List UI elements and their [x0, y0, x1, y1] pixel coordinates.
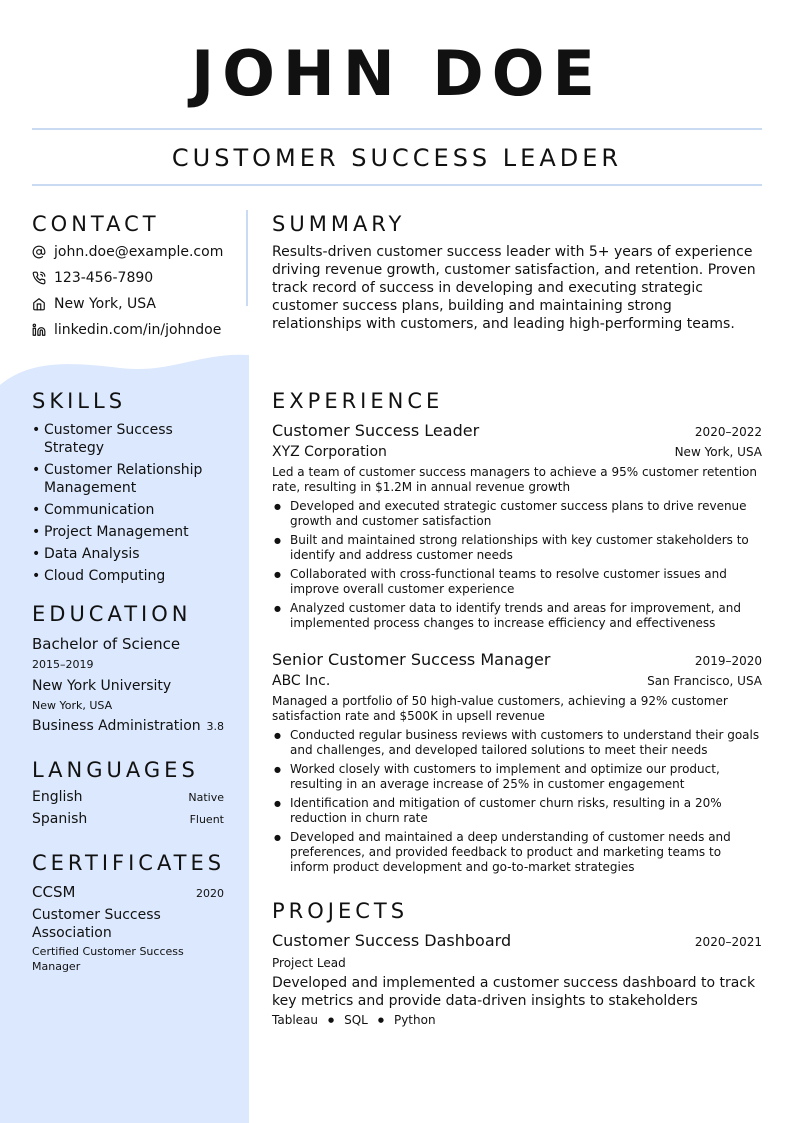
- job-bullets: [272, 499, 762, 631]
- project-dates: 2020–2021: [694, 935, 762, 949]
- skill-item: • Project Management: [32, 523, 232, 541]
- job-role: Senior Customer Success Manager: [272, 650, 551, 669]
- experience-heading: EXPERIENCE: [272, 389, 444, 413]
- project-tool: SQL: [344, 1013, 368, 1027]
- home-icon: [32, 297, 46, 311]
- project-entry: [272, 931, 762, 1027]
- project-header: [272, 931, 762, 950]
- job-description: Led a team of customer success managers to achieve a 95% customer retention rate, resulting in $1.2M in annual revenue growth: [272, 465, 758, 494]
- education-degree: Bachelor of Science: [32, 635, 181, 653]
- header-bottom-rule: [32, 184, 762, 186]
- project-role: Project Lead: [272, 956, 346, 970]
- certificate-issuer: Customer Success Association: [32, 907, 161, 941]
- certificate-year: 2020: [196, 887, 224, 900]
- job-location: San Francisco, USA: [647, 674, 762, 688]
- candidate-name: JOHN DOE: [191, 37, 603, 110]
- languages-heading: LANGUAGES: [32, 758, 199, 782]
- contact-phone[interactable]: [32, 267, 242, 289]
- education-gpa: 3.8: [206, 720, 224, 733]
- job-entry: [272, 421, 762, 635]
- education-years: 2015–2019: [32, 658, 94, 671]
- education-heading: EDUCATION: [32, 602, 192, 626]
- tool-separator-icon: ●: [328, 1016, 335, 1024]
- contact-email[interactable]: [32, 241, 242, 263]
- education-location: New York, USA: [32, 699, 113, 712]
- certificate-description: Certified Customer Success Manager: [32, 945, 184, 973]
- candidate-title: CUSTOMER SUCCESS LEADER: [171, 144, 623, 172]
- job-company-row: [272, 444, 762, 460]
- language-item: [32, 789, 224, 811]
- project-tool: Python: [393, 1013, 436, 1027]
- project-description: Developed and implemented a customer success dashboard to track key metrics and provide data-driven insights to stakeholders: [272, 975, 756, 1009]
- certificate-name: CCSM: [32, 883, 76, 901]
- contact-heading: CONTACT: [32, 212, 160, 236]
- summary-heading: SUMMARY: [272, 212, 406, 236]
- skill-item: • Cloud Computing: [32, 567, 232, 585]
- certificate-title-row: [32, 883, 224, 901]
- job-header: [272, 650, 762, 669]
- contact-location: [32, 293, 242, 315]
- job-location: New York, USA: [674, 445, 762, 459]
- education-field-row: [32, 718, 224, 734]
- job-bullet: ● Developed and executed strategic customer success plans to drive revenue growth and customer satisfaction: [272, 499, 762, 529]
- skill-item: • Communication: [32, 501, 232, 519]
- project-name: Customer Success Dashboard: [272, 931, 512, 950]
- contact-location-text: New York, USA: [54, 296, 156, 312]
- job-bullet: ● Identification and mitigation of customer churn risks, resulting in a 20% reduction in churn rate: [272, 796, 762, 826]
- skill-item: • Customer Relationship Management: [32, 461, 232, 497]
- language-name: English: [32, 789, 83, 805]
- job-role: Customer Success Leader: [272, 421, 480, 440]
- job-bullets: [272, 728, 762, 875]
- certificate-entry: [32, 883, 224, 974]
- project-tool: Tableau: [272, 1013, 318, 1027]
- job-bullet: ● Conducted regular business reviews with customers to understand their goals and challenges, and developed tailored solutions to meet their needs: [272, 728, 762, 758]
- languages-list: [32, 789, 224, 833]
- projects-heading: PROJECTS: [272, 899, 409, 923]
- language-level: Fluent: [189, 813, 224, 826]
- contact-phone-text: 123-456-7890: [54, 270, 154, 286]
- education-field: Business Administration: [32, 718, 201, 734]
- phone-icon: [32, 271, 46, 285]
- tool-separator-icon: ●: [377, 1016, 384, 1024]
- summary-text: Results-driven customer success leader with 5+ years of experience driving revenue growth, customer satisfaction, and retention. Proven track record of success in developing and executing strategic customer success plans, building and maintaining strong relationships with customers, and leading high-performing teams.: [272, 244, 756, 332]
- header-top-rule: [32, 128, 762, 130]
- job-header: [272, 421, 762, 440]
- language-level: Native: [188, 791, 224, 804]
- job-bullet: ● Collaborated with cross-functional teams to resolve customer issues and improve overall customer experience: [272, 567, 762, 597]
- job-company: XYZ Corporation: [272, 444, 387, 460]
- linkedin-icon: [32, 323, 46, 337]
- language-name: Spanish: [32, 811, 88, 827]
- skill-item: • Customer Success Strategy: [32, 421, 232, 457]
- language-item: [32, 811, 224, 833]
- education-school: New York University: [32, 678, 172, 694]
- job-bullet: ● Worked closely with customers to implement and optimize our product, resulting in an average increase of 25% in customer engagement: [272, 762, 762, 792]
- skills-list: [32, 421, 232, 589]
- certificates-heading: CERTIFICATES: [32, 851, 226, 875]
- skills-heading: SKILLS: [32, 389, 127, 413]
- job-company-row: [272, 673, 762, 689]
- job-entry: [272, 650, 762, 879]
- contact-linkedin[interactable]: [32, 319, 242, 341]
- project-tools: [272, 1013, 762, 1027]
- skill-item: • Data Analysis: [32, 545, 232, 563]
- contact-linkedin-text: linkedin.com/in/johndoe: [54, 322, 222, 338]
- job-bullet: ● Developed and maintained a deep understanding of customer needs and preferences, and provided feedback to product and marketing teams to inform product development and go-to-market strategies: [272, 830, 762, 875]
- job-dates: 2019–2020: [694, 654, 762, 668]
- job-description: Managed a portfolio of 50 high-value customers, achieving a 92% customer satisfaction rate and $500K in upsell revenue: [272, 694, 728, 723]
- contact-email-text: john.doe@example.com: [54, 244, 224, 260]
- at-sign-icon: [32, 245, 46, 259]
- job-company: ABC Inc.: [272, 673, 331, 689]
- job-dates: 2020–2022: [694, 425, 762, 439]
- job-bullet: ● Built and maintained strong relationships with key customer stakeholders to identify and address customer needs: [272, 533, 762, 563]
- job-bullet: ● Analyzed customer data to identify trends and areas for improvement, and implemented process changes to increase efficiency and effectiveness: [272, 601, 762, 631]
- education-entry: [32, 634, 224, 734]
- column-divider: [246, 210, 248, 306]
